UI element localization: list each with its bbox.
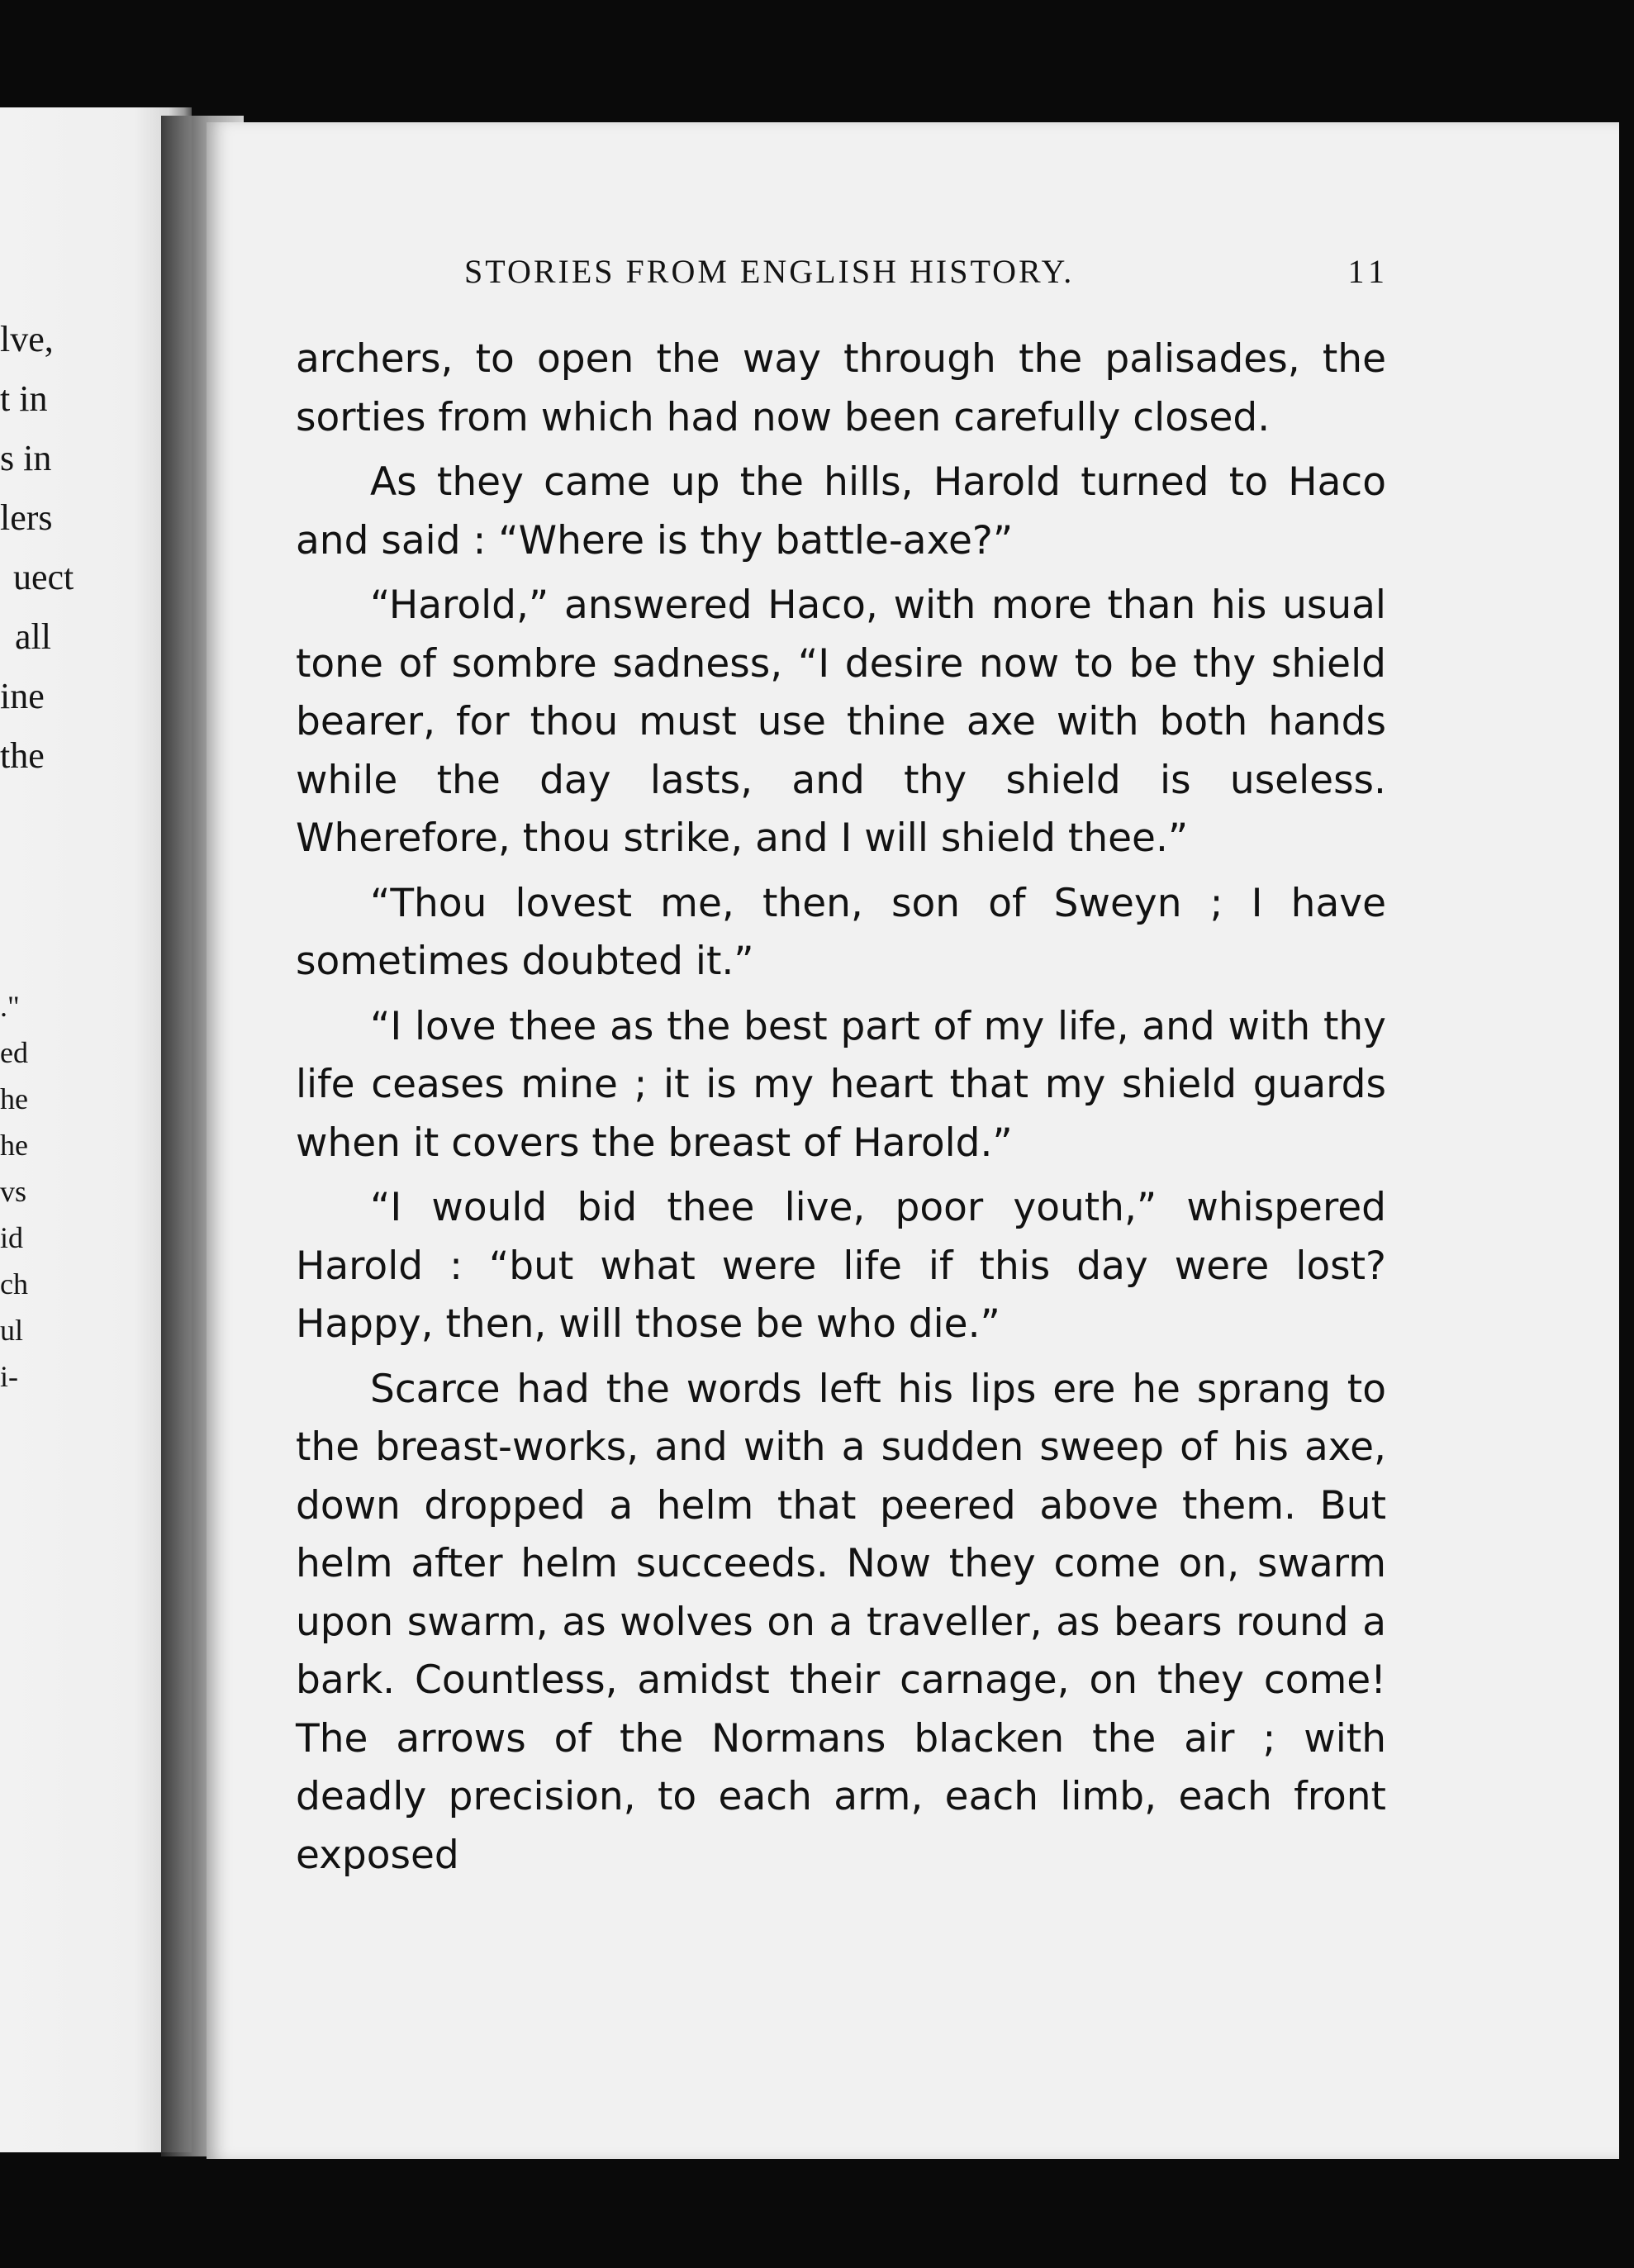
fragment-line: i- [0, 1360, 18, 1393]
fragment-line: t in [0, 378, 48, 419]
paragraph: “Harold,” answered Haco, with more than his usual tone of sombre sadness, “I desire now to be thy shield bearer, for thou must use thine axe with both hands while the day lasts, and thy shield is useless. Wherefore, thou strike, and I will shield thee.” [296, 582, 1386, 861]
fragment-line: ul [0, 1314, 24, 1347]
paragraph: “I love thee as the best part of my life, and with thy life ceases mine ; it is my heart that my shield guards when it covers the breast of Harold.” [296, 1003, 1386, 1166]
running-head [464, 252, 1389, 302]
paragraph: “Thou lovest me, then, son of Sweyn ; I have sometimes doubted it.” [296, 880, 1386, 984]
fragment-line: uect [13, 557, 74, 597]
fragment-line: ed [0, 1036, 28, 1069]
paragraph: Scarce had the words left his lips ere he sprang to the breast-works, and with a sudden sweep of his axe, down dropped a helm that peered above them. But helm after helm succeeds. Now they come on, swarm upon swarm, as wolves on a traveller, as bears round a bark. Countless, amidst their carnage, on they come! The arrows of the Normans blacken the air ; with deadly precision, to each arm, each limb, each front exposed [296, 1366, 1386, 1878]
paragraph: “I would bid thee live, poor youth,” whispered Harold : “but what were life if this day were lost? Happy, then, will those be who die.” [296, 1185, 1386, 1347]
running-head-title: STORIES FROM ENGLISH HISTORY. [464, 253, 1075, 290]
page-body [296, 330, 1386, 1891]
fragment-line: all [15, 616, 51, 657]
fragment-line: he [0, 1129, 28, 1162]
fragment-line: s in [0, 438, 52, 478]
fragment-line: ine [0, 676, 45, 716]
fragment-line: the [0, 735, 45, 776]
fragment-line: lers [0, 497, 53, 538]
fragment-line: he [0, 1082, 28, 1115]
fragment-line: vs [0, 1175, 27, 1208]
paragraph: archers, to open the way through the palisades, the sorties from which had now been carefully closed. [296, 336, 1386, 440]
fragment-line: lve, [0, 319, 54, 359]
fragment-line: ch [0, 1267, 28, 1300]
facing-page-lower-text [0, 983, 116, 1400]
facing-page-upper-text [0, 310, 116, 786]
fragment-line: id [0, 1221, 24, 1254]
page-number: 11 [1347, 253, 1389, 290]
paragraph: As they came up the hills, Harold turned to Haco and said : “Where is thy battle-axe?” [296, 459, 1386, 563]
fragment-line: ." [0, 990, 20, 1023]
